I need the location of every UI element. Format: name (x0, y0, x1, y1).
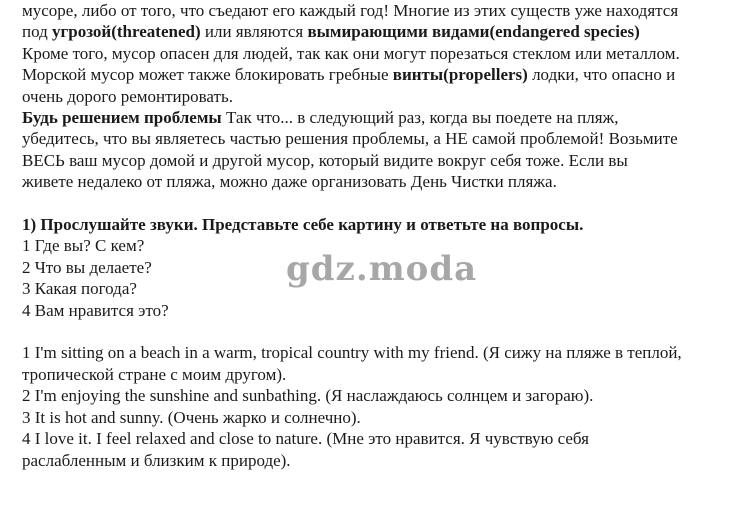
question-2: 2 Что вы делаете? (22, 257, 152, 277)
spacer (22, 193, 742, 214)
intro-line-1: мусоре, либо от того, что съедают его каждый год! Многие из этих существ уже находятся (22, 1, 679, 20)
intro-text: под (22, 22, 53, 42)
term-endangered-species: вымирающими видами(endangered species) (307, 22, 640, 42)
answer-1-line-1: 1 I'm sitting on a beach in a warm, tropical country with my friend. (Я сижу на пляже в теплой, (22, 343, 682, 363)
intro-line-3: Кроме того, мусор опасен для людей, так как они могут порезаться стеклом или металлом. (22, 43, 680, 63)
spacer (22, 321, 742, 342)
term-propellers: винты(propellers) (392, 65, 528, 85)
solution-line-1 (22, 107, 742, 128)
answer-4-line-2: раслабленным и близким к природе). (22, 450, 291, 470)
question-4: 4 Вам нравится это? (22, 300, 169, 320)
answer-4-line-1: 4 I love it. I feel relaxed and close to nature. (Мне это нравится. Я чувствую себя (22, 429, 589, 449)
intro-text: Морской мусор может также блокировать гребные (22, 65, 393, 85)
question-3: 3 Какая погода? (22, 279, 137, 299)
answer-3: 3 It is hot and sunny. (Очень жарко и солнечно). (22, 407, 361, 427)
solution-line-3: ВЕСЬ ваш мусор домой и другой мусор, который видите вокруг себя тоже. Если вы (22, 150, 628, 170)
document-page (22, 0, 742, 471)
intro-text: или являются (200, 22, 308, 42)
task-heading (22, 214, 742, 235)
intro-line-4 (22, 64, 742, 85)
intro-text: лодки, что опасно и (527, 65, 676, 85)
task-heading-text: 1) Прослушайте звуки. Представьте себе картину и ответьте на вопросы. (22, 215, 584, 235)
intro-line-2 (22, 21, 742, 42)
term-threatened: угрозой(threatened) (52, 22, 201, 42)
answer-1-line-2: тропической стране с моим другом). (22, 364, 287, 384)
watermark: gdz.moda (286, 249, 478, 289)
solution-heading: Будь решением проблемы (22, 108, 222, 128)
solution-line-2: убедитесь, что вы являетесь частью решения проблемы, а НЕ самой проблемой! Возьмите (22, 129, 678, 149)
solution-line-4: живете недалеко от пляжа, можно даже организовать День Чистки пляжа. (22, 172, 557, 192)
intro-line-5: очень дорого ремонтировать. (22, 86, 233, 106)
solution-text: Так что... в следующий раз, когда вы поедете на пляж, (221, 108, 619, 128)
answer-2: 2 I'm enjoying the sunshine and sunbathing. (Я наслаждаюсь солнцем и загораю). (22, 386, 594, 406)
question-1: 1 Где вы? С кем? (22, 236, 145, 256)
